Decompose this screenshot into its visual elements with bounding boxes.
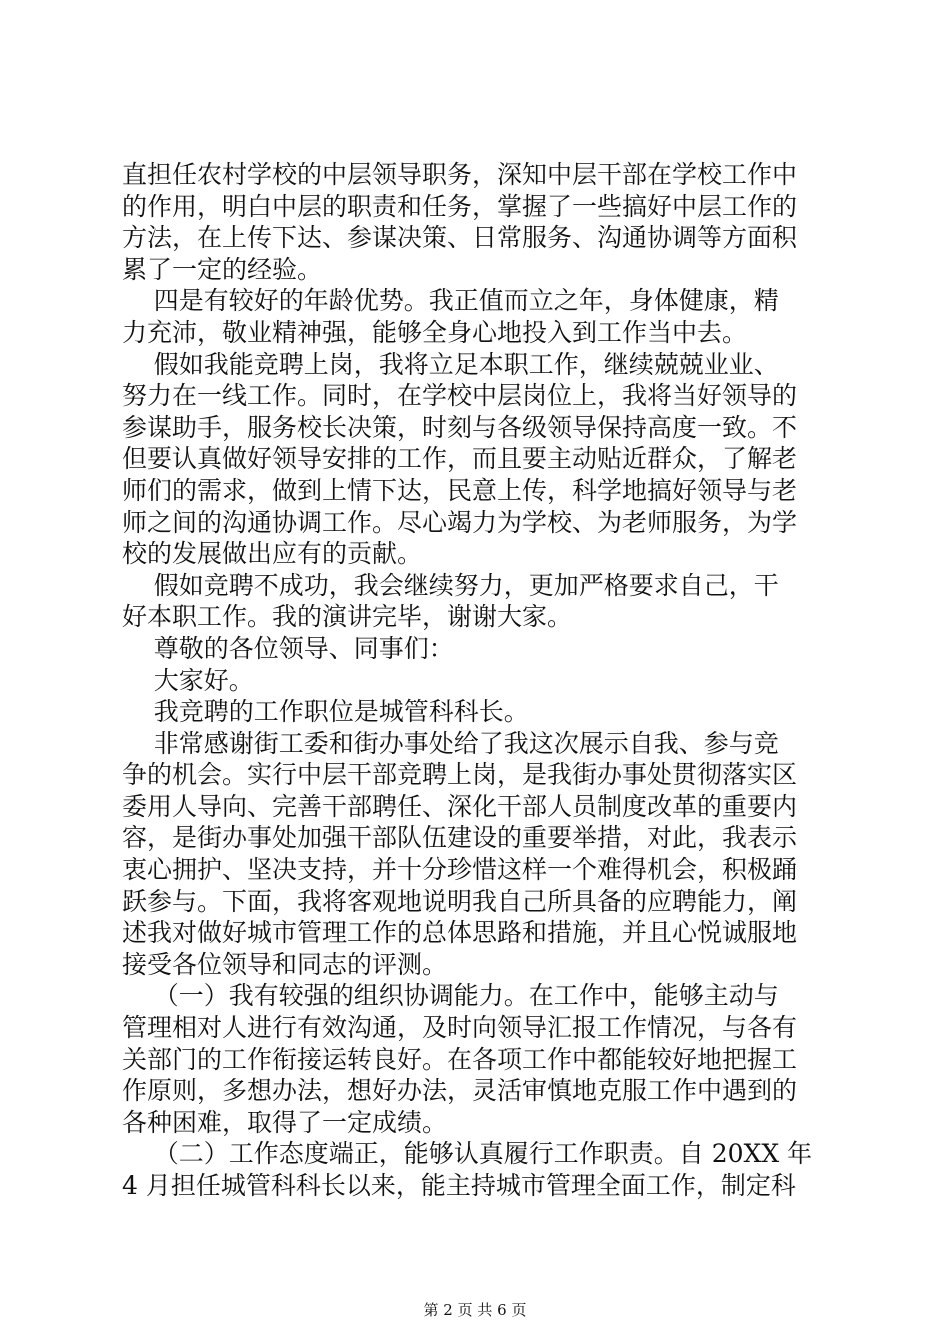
text-line: 容，是街办事处加强干部队伍建设的重要举措，对此，我表示 [122, 823, 798, 853]
text-line: 假如竞聘不成功，我会继续努力，更加严格要求自己，干 [122, 570, 779, 600]
text-line: 管理相对人进行有效沟通，及时向领导汇报工作情况，与各有 [122, 1013, 798, 1043]
text-line: 大家好。 [122, 665, 254, 695]
text-line: 跃参与。下面，我将客观地说明我自己所具备的应聘能力，阐 [122, 886, 798, 916]
text-line: 作原则，多想办法，想好办法，灵活审慎地克服工作中遇到的 [122, 1076, 798, 1106]
text-line: 我竞聘的工作职位是城管科科长。 [122, 697, 529, 727]
text-line: 师之间的沟通协调工作。尽心竭力为学校、为老师服务，为学 [122, 507, 798, 537]
text-line: 四是有较好的年龄优势。我正值而立之年，身体健康，精 [122, 286, 779, 316]
text-line: 好本职工作。我的演讲完毕，谢谢大家。 [122, 602, 573, 632]
text-line: 各种困难，取得了一定成绩。 [122, 1107, 448, 1137]
text-line: 假如我能竞聘上岗，我将立足本职工作，继续兢兢业业、 [122, 349, 779, 379]
text-line: 但要认真做好领导安排的工作，而且要主动贴近群众，了解老 [122, 444, 798, 474]
text-line: 方法，在上传下达、参谋决策、日常服务、沟通协调等方面积 [122, 223, 798, 253]
text-line: 力充沛，敬业精神强，能够全身心地投入到工作当中去。 [122, 317, 748, 347]
text-line: （二）工作态度端正，能够认真履行工作职责。自 20XX 年 [122, 1139, 813, 1169]
text-line: 争的机会。实行中层干部竞聘上岗，是我街办事处贯彻落实区 [122, 760, 798, 790]
text-line: 校的发展做出应有的贡献。 [122, 539, 423, 569]
text-line: 委用人导向、完善干部聘任、深化干部人员制度改革的重要内 [122, 791, 798, 821]
page-footer [0, 1300, 950, 1320]
text-line: 师们的需求，做到上情下达，民意上传，科学地搞好领导与老 [122, 475, 798, 505]
page-number-label: 第 2 页 共 6 页 [423, 1301, 527, 1319]
text-line: 直担任农村学校的中层领导职务，深知中层干部在学校工作中 [122, 160, 798, 189]
text-line: 非常感谢街工委和街办事处给了我这次展示自我、参与竞 [122, 728, 779, 758]
text-line: 的作用，明白中层的职责和任务，掌握了一些搞好中层工作的 [122, 191, 798, 221]
body-text [122, 159, 842, 1202]
text-line: 努力在一线工作。同时，在学校中层岗位上，我将当好领导的 [122, 381, 798, 411]
text-line: 尊敬的各位领导、同事们： [122, 633, 454, 663]
text-line: （一）我有较强的组织协调能力。在工作中，能够主动与 [122, 981, 779, 1011]
text-line: 衷心拥护、坚决支持，并十分珍惜这样一个难得机会，积极踊 [122, 855, 798, 885]
text-line: 累了一定的经验。 [122, 254, 323, 284]
text-line: 4 月担任城管科科长以来，能主持城市管理全面工作，制定科 [122, 1171, 796, 1200]
text-line: 接受各位领导和同志的评测。 [122, 949, 448, 979]
text-line: 关部门的工作衔接运转良好。在各项工作中都能较好地把握工 [122, 1044, 798, 1074]
text-line: 述我对做好城市管理工作的总体思路和措施，并且心悦诚服地 [122, 918, 798, 948]
text-line: 参谋助手，服务校长决策，时刻与各级领导保持高度一致。不 [122, 412, 798, 442]
